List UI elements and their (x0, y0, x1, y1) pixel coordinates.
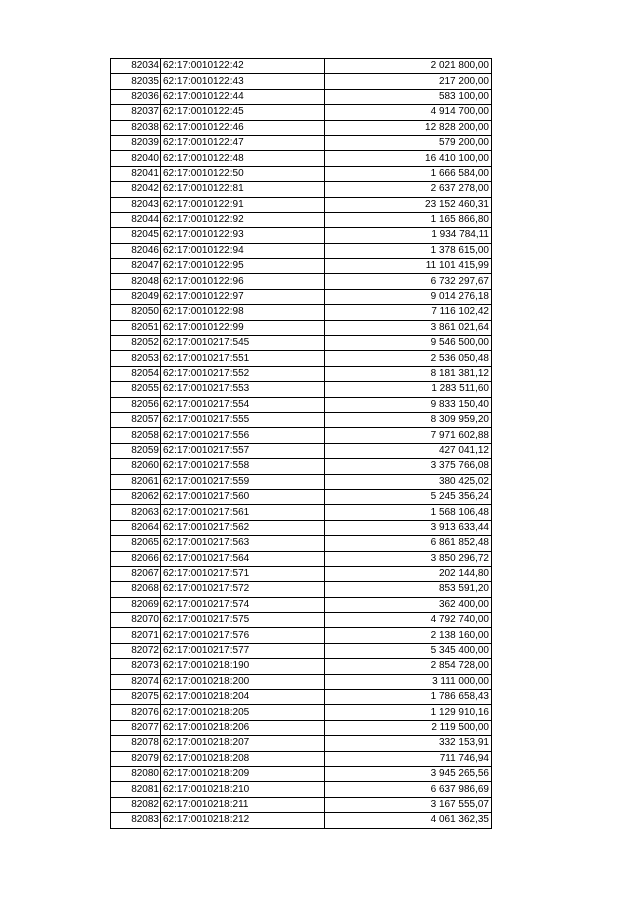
table-row (111, 766, 492, 781)
table-row (111, 536, 492, 551)
row-number-cell: 82047 (111, 259, 161, 274)
row-number-cell: 82055 (111, 382, 161, 397)
table-row (111, 412, 492, 427)
table-row (111, 582, 492, 597)
table-row (111, 351, 492, 366)
row-number-cell: 82049 (111, 289, 161, 304)
cadastral-value-cell: 7 116 102,42 (325, 305, 492, 320)
row-number-cell: 82037 (111, 105, 161, 120)
row-number-cell: 82079 (111, 751, 161, 766)
table-row (111, 443, 492, 458)
row-number-cell: 82083 (111, 813, 161, 828)
cadastral-number-cell: 62:17:0010217:575 (161, 613, 325, 628)
cadastral-number-cell: 62:17:0010122:99 (161, 320, 325, 335)
table-row (111, 690, 492, 705)
cadastral-value-cell: 1 934 784,11 (325, 228, 492, 243)
cadastral-value-cell: 1 568 106,48 (325, 505, 492, 520)
cadastral-number-cell: 62:17:0010217:553 (161, 382, 325, 397)
table-row (111, 336, 492, 351)
row-number-cell: 82065 (111, 536, 161, 551)
cadastral-value-cell: 5 245 356,24 (325, 489, 492, 504)
table-row (111, 428, 492, 443)
cadastral-value-cell: 579 200,00 (325, 135, 492, 150)
table-row (111, 720, 492, 735)
table-row (111, 382, 492, 397)
cadastral-number-cell: 62:17:0010122:81 (161, 182, 325, 197)
table-row (111, 520, 492, 535)
cadastral-value-cell: 711 746,94 (325, 751, 492, 766)
table-row (111, 243, 492, 258)
cadastral-number-cell: 62:17:0010217:564 (161, 551, 325, 566)
cadastral-value-cell: 6 732 297,67 (325, 274, 492, 289)
table-row (111, 289, 492, 304)
cadastral-value-cell: 1 378 615,00 (325, 243, 492, 258)
row-number-cell: 82068 (111, 582, 161, 597)
row-number-cell: 82043 (111, 197, 161, 212)
cadastral-number-cell: 62:17:0010217:545 (161, 336, 325, 351)
cadastral-number-cell: 62:17:0010217:552 (161, 366, 325, 381)
row-number-cell: 82046 (111, 243, 161, 258)
table-row (111, 813, 492, 828)
cadastral-number-cell: 62:17:0010122:96 (161, 274, 325, 289)
cadastral-number-cell: 62:17:0010122:43 (161, 74, 325, 89)
table-body (111, 59, 492, 829)
cadastral-number-cell: 62:17:0010218:204 (161, 690, 325, 705)
table-row (111, 135, 492, 150)
row-number-cell: 82051 (111, 320, 161, 335)
table-row (111, 613, 492, 628)
table-row (111, 705, 492, 720)
table-row (111, 59, 492, 74)
cadastral-value-cell: 2 021 800,00 (325, 59, 492, 74)
cadastral-number-cell: 62:17:0010218:212 (161, 813, 325, 828)
cadastral-value-cell: 332 153,91 (325, 736, 492, 751)
row-number-cell: 82060 (111, 459, 161, 474)
cadastral-value-cell: 1 283 511,60 (325, 382, 492, 397)
row-number-cell: 82054 (111, 366, 161, 381)
row-number-cell: 82066 (111, 551, 161, 566)
cadastral-value-cell: 1 786 658,43 (325, 690, 492, 705)
table-row (111, 320, 492, 335)
cadastral-number-cell: 62:17:0010122:95 (161, 259, 325, 274)
row-number-cell: 82059 (111, 443, 161, 458)
cadastral-value-cell: 12 828 200,00 (325, 120, 492, 135)
cadastral-number-cell: 62:17:0010217:572 (161, 582, 325, 597)
cadastral-value-cell: 16 410 100,00 (325, 151, 492, 166)
cadastral-number-cell: 62:17:0010122:46 (161, 120, 325, 135)
cadastral-number-cell: 62:17:0010122:92 (161, 212, 325, 227)
table-row (111, 736, 492, 751)
cadastral-value-cell: 3 861 021,64 (325, 320, 492, 335)
row-number-cell: 82067 (111, 566, 161, 581)
table-row (111, 566, 492, 581)
cadastral-value-cell: 427 041,12 (325, 443, 492, 458)
cadastral-number-cell: 62:17:0010217:574 (161, 597, 325, 612)
cadastral-number-cell: 62:17:0010217:576 (161, 628, 325, 643)
cadastral-number-cell: 62:17:0010217:557 (161, 443, 325, 458)
cadastral-value-cell: 8 181 381,12 (325, 366, 492, 381)
row-number-cell: 82069 (111, 597, 161, 612)
cadastral-number-cell: 62:17:0010218:205 (161, 705, 325, 720)
table-row (111, 366, 492, 381)
cadastral-number-cell: 62:17:0010122:47 (161, 135, 325, 150)
table-row (111, 474, 492, 489)
cadastral-value-cell: 2 637 278,00 (325, 182, 492, 197)
row-number-cell: 82070 (111, 613, 161, 628)
cadastral-number-cell: 62:17:0010122:91 (161, 197, 325, 212)
table-row (111, 182, 492, 197)
table-row (111, 228, 492, 243)
row-number-cell: 82035 (111, 74, 161, 89)
cadastral-number-cell: 62:17:0010217:555 (161, 412, 325, 427)
table-row (111, 212, 492, 227)
table-row (111, 166, 492, 181)
table-row (111, 628, 492, 643)
cadastral-value-cell: 6 861 852,48 (325, 536, 492, 551)
table-row (111, 489, 492, 504)
table-row (111, 305, 492, 320)
cadastral-value-cell: 380 425,02 (325, 474, 492, 489)
cadastral-value-cell: 2 119 500,00 (325, 720, 492, 735)
row-number-cell: 82071 (111, 628, 161, 643)
row-number-cell: 82044 (111, 212, 161, 227)
table-row (111, 105, 492, 120)
cadastral-number-cell: 62:17:0010122:45 (161, 105, 325, 120)
row-number-cell: 82063 (111, 505, 161, 520)
cadastral-value-cell: 583 100,00 (325, 89, 492, 104)
cadastral-value-cell: 3 913 633,44 (325, 520, 492, 535)
row-number-cell: 82074 (111, 674, 161, 689)
cadastral-number-cell: 62:17:0010217:556 (161, 428, 325, 443)
cadastral-value-cell: 202 144,80 (325, 566, 492, 581)
table-row (111, 89, 492, 104)
cadastral-value-cell: 4 792 740,00 (325, 613, 492, 628)
cadastral-number-cell: 62:17:0010217:577 (161, 643, 325, 658)
cadastral-value-cell: 9 014 276,18 (325, 289, 492, 304)
row-number-cell: 82034 (111, 59, 161, 74)
table-row (111, 751, 492, 766)
cadastral-value-cell: 2 536 050,48 (325, 351, 492, 366)
row-number-cell: 82073 (111, 659, 161, 674)
row-number-cell: 82041 (111, 166, 161, 181)
cadastral-number-cell: 62:17:0010122:93 (161, 228, 325, 243)
cadastral-value-cell: 362 400,00 (325, 597, 492, 612)
row-number-cell: 82076 (111, 705, 161, 720)
cadastral-number-cell: 62:17:0010218:210 (161, 782, 325, 797)
cadastral-value-cell: 5 345 400,00 (325, 643, 492, 658)
cadastral-value-cell: 1 666 584,00 (325, 166, 492, 181)
cadastral-number-cell: 62:17:0010217:560 (161, 489, 325, 504)
row-number-cell: 82072 (111, 643, 161, 658)
cadastral-number-cell: 62:17:0010122:44 (161, 89, 325, 104)
cadastral-value-cell: 3 850 296,72 (325, 551, 492, 566)
table-row (111, 274, 492, 289)
cadastral-value-cell: 3 375 766,08 (325, 459, 492, 474)
cadastral-number-cell: 62:17:0010217:562 (161, 520, 325, 535)
cadastral-value-cell: 8 309 959,20 (325, 412, 492, 427)
row-number-cell: 82036 (111, 89, 161, 104)
table-row (111, 74, 492, 89)
table-row (111, 397, 492, 412)
cadastral-number-cell: 62:17:0010217:559 (161, 474, 325, 489)
cadastral-value-cell: 853 591,20 (325, 582, 492, 597)
row-number-cell: 82048 (111, 274, 161, 289)
row-number-cell: 82038 (111, 120, 161, 135)
cadastral-number-cell: 62:17:0010122:97 (161, 289, 325, 304)
cadastral-number-cell: 62:17:0010217:571 (161, 566, 325, 581)
cadastral-number-cell: 62:17:0010122:48 (161, 151, 325, 166)
row-number-cell: 82081 (111, 782, 161, 797)
cadastral-value-cell: 11 101 415,99 (325, 259, 492, 274)
cadastral-number-cell: 62:17:0010217:563 (161, 536, 325, 551)
cadastral-value-cell: 4 061 362,35 (325, 813, 492, 828)
row-number-cell: 82064 (111, 520, 161, 535)
cadastral-value-table (110, 58, 492, 829)
cadastral-value-cell: 3 945 265,56 (325, 766, 492, 781)
table-row (111, 151, 492, 166)
table-row (111, 643, 492, 658)
table-row (111, 797, 492, 812)
table-row (111, 674, 492, 689)
cadastral-value-cell: 1 165 866,80 (325, 212, 492, 227)
cadastral-value-cell: 2 138 160,00 (325, 628, 492, 643)
row-number-cell: 82057 (111, 412, 161, 427)
row-number-cell: 82050 (111, 305, 161, 320)
cadastral-number-cell: 62:17:0010122:42 (161, 59, 325, 74)
cadastral-value-cell: 3 167 555,07 (325, 797, 492, 812)
table-row (111, 597, 492, 612)
row-number-cell: 82056 (111, 397, 161, 412)
row-number-cell: 82082 (111, 797, 161, 812)
table-row (111, 782, 492, 797)
cadastral-value-cell: 1 129 910,16 (325, 705, 492, 720)
cadastral-value-cell: 4 914 700,00 (325, 105, 492, 120)
cadastral-value-cell: 9 546 500,00 (325, 336, 492, 351)
row-number-cell: 82077 (111, 720, 161, 735)
cadastral-value-cell: 9 833 150,40 (325, 397, 492, 412)
cadastral-number-cell: 62:17:0010218:200 (161, 674, 325, 689)
table-row (111, 197, 492, 212)
cadastral-number-cell: 62:17:0010122:98 (161, 305, 325, 320)
cadastral-value-cell: 23 152 460,31 (325, 197, 492, 212)
cadastral-number-cell: 62:17:0010217:558 (161, 459, 325, 474)
cadastral-value-cell: 217 200,00 (325, 74, 492, 89)
cadastral-value-cell: 7 971 602,88 (325, 428, 492, 443)
cadastral-number-cell: 62:17:0010218:211 (161, 797, 325, 812)
row-number-cell: 82039 (111, 135, 161, 150)
row-number-cell: 82045 (111, 228, 161, 243)
row-number-cell: 82062 (111, 489, 161, 504)
row-number-cell: 82040 (111, 151, 161, 166)
cadastral-value-cell: 3 111 000,00 (325, 674, 492, 689)
cadastral-number-cell: 62:17:0010122:50 (161, 166, 325, 181)
row-number-cell: 82078 (111, 736, 161, 751)
cadastral-number-cell: 62:17:0010218:208 (161, 751, 325, 766)
table-row (111, 259, 492, 274)
cadastral-number-cell: 62:17:0010218:209 (161, 766, 325, 781)
cadastral-number-cell: 62:17:0010217:554 (161, 397, 325, 412)
cadastral-number-cell: 62:17:0010218:207 (161, 736, 325, 751)
table-row (111, 551, 492, 566)
row-number-cell: 82058 (111, 428, 161, 443)
table-row (111, 659, 492, 674)
table-row (111, 505, 492, 520)
cadastral-number-cell: 62:17:0010218:190 (161, 659, 325, 674)
row-number-cell: 82075 (111, 690, 161, 705)
table-row (111, 120, 492, 135)
cadastral-number-cell: 62:17:0010218:206 (161, 720, 325, 735)
cadastral-value-cell: 2 854 728,00 (325, 659, 492, 674)
row-number-cell: 82061 (111, 474, 161, 489)
cadastral-value-cell: 6 637 986,69 (325, 782, 492, 797)
table-row (111, 459, 492, 474)
row-number-cell: 82080 (111, 766, 161, 781)
cadastral-number-cell: 62:17:0010217:561 (161, 505, 325, 520)
cadastral-number-cell: 62:17:0010217:551 (161, 351, 325, 366)
row-number-cell: 82052 (111, 336, 161, 351)
row-number-cell: 82053 (111, 351, 161, 366)
row-number-cell: 82042 (111, 182, 161, 197)
cadastral-number-cell: 62:17:0010122:94 (161, 243, 325, 258)
